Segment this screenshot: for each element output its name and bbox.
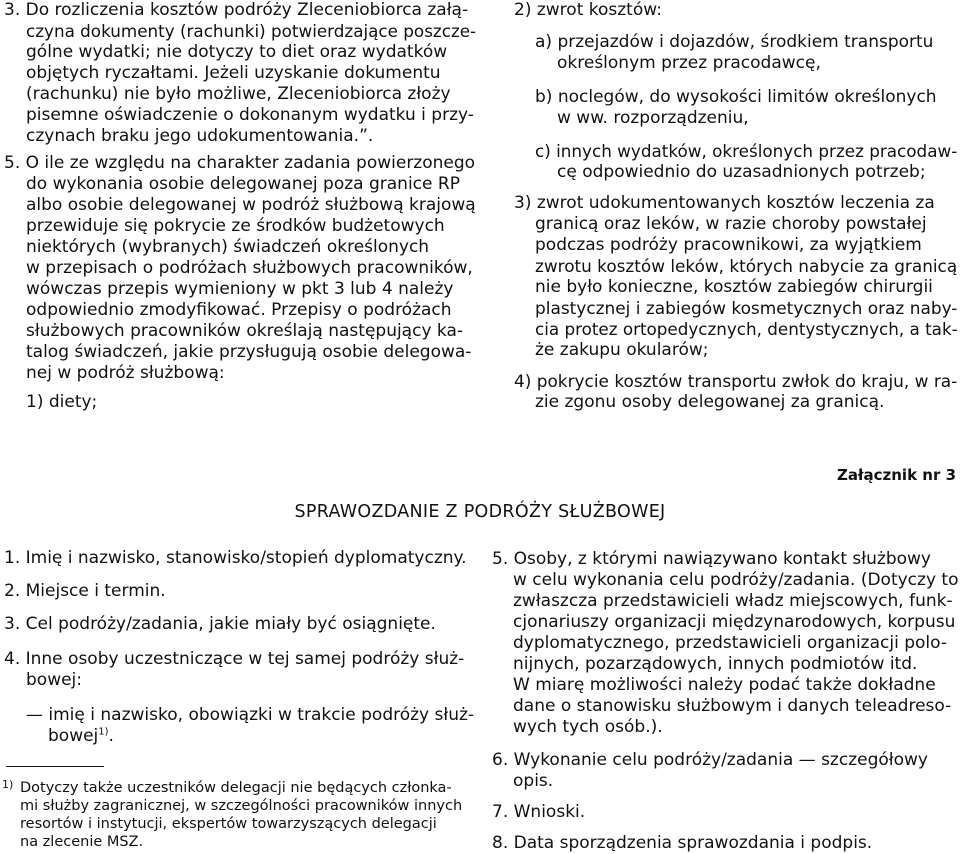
dash-item-end: bowej$^{1)}$. (48, 726, 114, 746)
field-7: 7. Wnioski. (492, 802, 586, 822)
field-3: 3. Cel podróży/zadania, jakie miały być osiągnięte. (4, 614, 436, 634)
item3r-line: zwrotu kosztów leków, których nabycie za granicą (535, 256, 958, 276)
item4r-line: 4) pokrycie kosztów transportu zwłok do kraju, w ra- (514, 371, 958, 391)
field-4: 4. Inne osoby uczestniczące w tej samej podróży służ- (4, 649, 465, 669)
field-5: nijnych, pozarządowych, innych podmiotów itd. (513, 654, 918, 674)
item3r-line: granicą oraz leków, w razie choroby powstałej (535, 214, 927, 234)
dash-item: — imię i nazwisko, obowiązki w trakcie podróży służ- (26, 705, 475, 725)
item5-line: służbowych pracowników określają następujący ka- (26, 321, 464, 341)
item3-line: pisemne oświadczenie o dokonanym wydatku i przy- (26, 105, 474, 125)
field-5: dane o stanowisku służbowym i danych teleadreso- (513, 696, 952, 716)
field-6: 6. Wykonanie celu podróży/zadania — szczegółowy (492, 750, 928, 770)
item5-line: 5. O ile ze względu na charakter zadania powierzonego (4, 153, 476, 173)
field-4: bowej: (26, 670, 83, 690)
item3r-line: cia protez ortopedycznych, dentystycznych, a tak- (535, 319, 958, 339)
item2a-line: a) przejazdów i dojazdów, środkiem transportu (535, 32, 934, 52)
item3r-line: plastycznej i zabiegów kosmetycznych oraz naby- (535, 298, 958, 318)
footnote-rule (6, 766, 104, 767)
item3-line: czyna dokumenty (rachunki) potwierdzające poszcze- (26, 21, 477, 41)
item3r-line: że zakupu okularów; (535, 340, 709, 360)
footnote-line: Dotyczy także uczestników delegacji nie będących członka- (20, 780, 452, 796)
item5-line: niektórych (wybranych) świadczeń określonych (26, 237, 430, 257)
item2b-line: w ww. rozporządzeniu, (557, 108, 749, 128)
field-5: W miarę możliwości należy podać także dokładne (513, 675, 936, 695)
report-title: SPRAWOZDANIE Z PODRÓŻY SŁUŻBOWEJ (294, 502, 666, 522)
item2a-line: określonym przez pracodawcę, (557, 53, 821, 73)
item3-line: czynach braku jego udokumentowania.”. (26, 126, 374, 146)
item5-line: przewiduje się pokrycie ze środków budżetowych (26, 216, 445, 236)
field-6: opis. (513, 771, 554, 791)
footnote-line: mi służby zagranicznej, w szczególności pracowników innych (20, 798, 463, 814)
item3r-line: 3) zwrot udokumentowanych kosztów leczenia za (514, 193, 935, 213)
item3-line: objętych ryczałtami. Jeżeli uzyskanie dokumentu (26, 63, 441, 83)
item5-line: w przepisach o podróżach służbowych pracowników, (26, 258, 473, 278)
item5-line: talog świadczeń, jakie przysługują osobie delegowa- (26, 342, 472, 362)
item5-line: albo osobie delegowanej w podróż służbową krajową (26, 195, 476, 215)
field-5: w celu wykonania celu podróży/zadania. (Dotyczy to (513, 570, 959, 590)
field-5: cjonariuszy organizacji międzynarodowych, korpusu (513, 612, 956, 632)
item3r-line: nie było konieczne, kosztów zabiegów chirurgii (535, 277, 933, 297)
item5-line: wówczas przepis wymieniony w pkt 3 lub 4 należy (26, 279, 454, 299)
footnote-marker: 1) (2, 778, 14, 791)
field-8: 8. Data sporządzenia sprawozdania i podpis. (492, 833, 873, 853)
item3-line: (rachunku) nie było możliwe, Zleceniobiorca złoży (26, 84, 451, 104)
item3-line: gólne wydatki; nie dotyczy to diet oraz wydatków (26, 42, 448, 62)
item2c-line: cę odpowiednio do uzasadnionych potrzeb; (557, 162, 926, 182)
item5-line: do wykonania osobie delegowanej poza granice RP (26, 174, 460, 194)
item5-line: odpowiednio zmodyfikować. Przepisy o podróżach (26, 300, 452, 320)
footnote-ref: 1) (98, 726, 109, 738)
field-5: 5. Osoby, z którymi nawiązywano kontakt służbowy (492, 549, 931, 569)
field-5: zwłaszcza przedstawicieli władz miejscowych, funk- (513, 591, 953, 611)
item3r-line: podczas podróży pracownikowi, za wyjątkiem (535, 235, 922, 255)
field-1: 1. Imię i nazwisko, stanowisko/stopień dyplomatyczny. (4, 548, 467, 568)
item3-line: 3. Do rozliczenia kosztów podróży Zleceniobiorca załą- (4, 0, 469, 20)
item5-sub1: 1) diety; (26, 392, 98, 412)
annex-label: Załącznik nr 3 (836, 466, 956, 484)
item2b-line: b) noclegów, do wysokości limitów określonych (535, 87, 937, 107)
field-2: 2. Miejsce i termin. (4, 581, 166, 601)
item2-line: 2) zwrot kosztów: (514, 0, 662, 20)
item5-line: nej w podróż służbową: (26, 363, 225, 383)
item4r-line: zie zgonu osoby delegowanej za granicą. (535, 392, 885, 412)
item2c-line: c) innych wydatków, określonych przez pracodaw- (535, 141, 958, 161)
field-5: dyplomatycznego, przedstawicieli organizacji polo- (513, 633, 947, 653)
footnote-line: resortów i instytucji, ekspertów towarzyszących delegacji (20, 816, 437, 832)
field-5: wych tych osób.). (513, 717, 663, 737)
footnote-line: na zlecenie MSZ. (20, 834, 144, 850)
